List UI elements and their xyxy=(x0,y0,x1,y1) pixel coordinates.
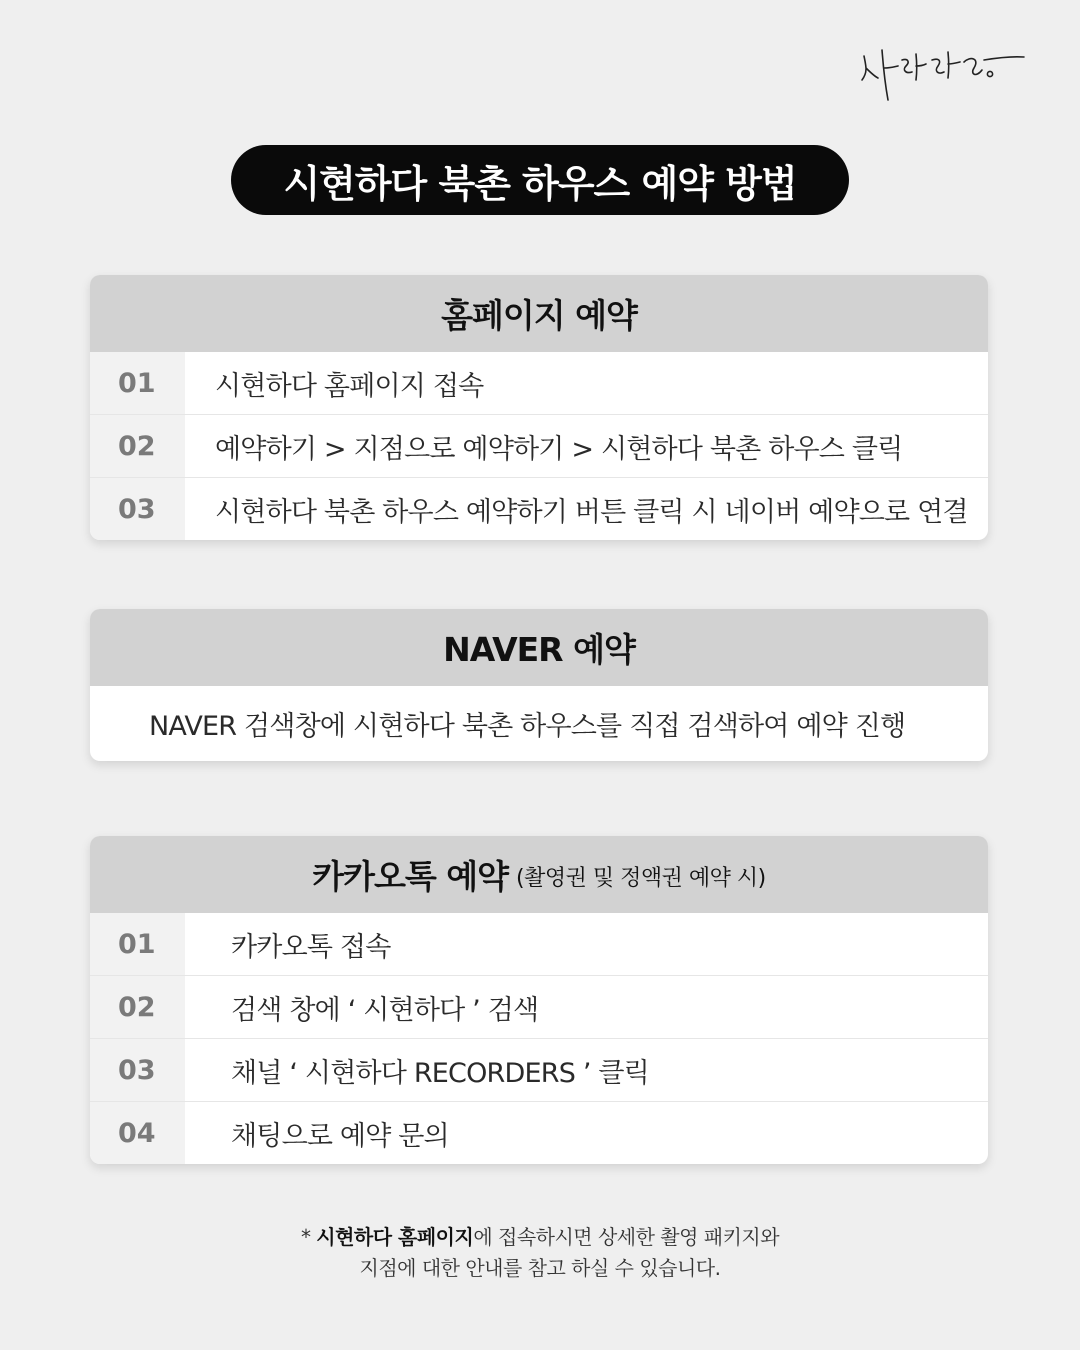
step-row xyxy=(90,1101,988,1164)
signature-logo xyxy=(856,38,1026,104)
footnote-line-1-rest: 에 접속하시면 상세한 촬영 패키지와 xyxy=(473,1225,780,1249)
footnote-line-1 xyxy=(0,1222,1080,1253)
step-text: 채널 ‘ 시현하다 RECORDERS ’ 클릭 xyxy=(231,1057,649,1089)
step-text: 채팅으로 예약 문의 xyxy=(231,1120,449,1152)
footnote-asterisk: * xyxy=(300,1225,317,1249)
step-row xyxy=(90,352,988,414)
footnote-homepage-link-text: 시현하다 홈페이지 xyxy=(316,1225,474,1249)
kakao-reservation-subheading: (촬영권 및 정액권 예약 시) xyxy=(516,866,766,891)
step-row xyxy=(90,1038,988,1101)
homepage-reservation-card xyxy=(90,275,988,540)
naver-instruction-text: NAVER 검색창에 시현하다 북촌 하우스를 직접 검색하여 예약 진행 xyxy=(149,711,906,742)
step-text: 카카오톡 접속 xyxy=(231,931,391,963)
step-row xyxy=(90,913,988,975)
step-text: 예약하기 > 지점으로 예약하기 > 시현하다 북촌 하우스 클릭 xyxy=(215,433,903,465)
footnote xyxy=(0,1222,1080,1284)
step-text: 시현하다 홈페이지 접속 xyxy=(215,370,484,402)
step-row xyxy=(90,477,988,540)
step-row xyxy=(90,414,988,477)
kakao-reservation-heading: 카카오톡 예약 xyxy=(312,857,509,896)
step-number: 02 xyxy=(90,976,185,1038)
step-number: 01 xyxy=(90,913,185,975)
naver-reservation-heading: NAVER 예약 xyxy=(90,609,988,686)
naver-reservation-card xyxy=(90,609,988,761)
step-number: 01 xyxy=(90,352,185,414)
page-title: 시현하다 북촌 하우스 예약 방법 xyxy=(231,145,849,215)
step-text: 검색 창에 ‘ 시현하다 ’ 검색 xyxy=(231,994,539,1026)
step-text: 시현하다 북촌 하우스 예약하기 버튼 클릭 시 네이버 예약으로 연결 xyxy=(215,496,968,528)
kakao-reservation-card xyxy=(90,836,988,1164)
step-row xyxy=(90,975,988,1038)
step-number: 02 xyxy=(90,415,185,477)
step-number: 03 xyxy=(90,1039,185,1101)
kakao-reservation-header xyxy=(90,836,988,913)
step-number: 04 xyxy=(90,1102,185,1164)
footnote-line-2: 지점에 대한 안내를 참고 하실 수 있습니다. xyxy=(359,1256,721,1280)
step-number: 03 xyxy=(90,478,185,540)
homepage-reservation-heading: 홈페이지 예약 xyxy=(90,275,988,352)
